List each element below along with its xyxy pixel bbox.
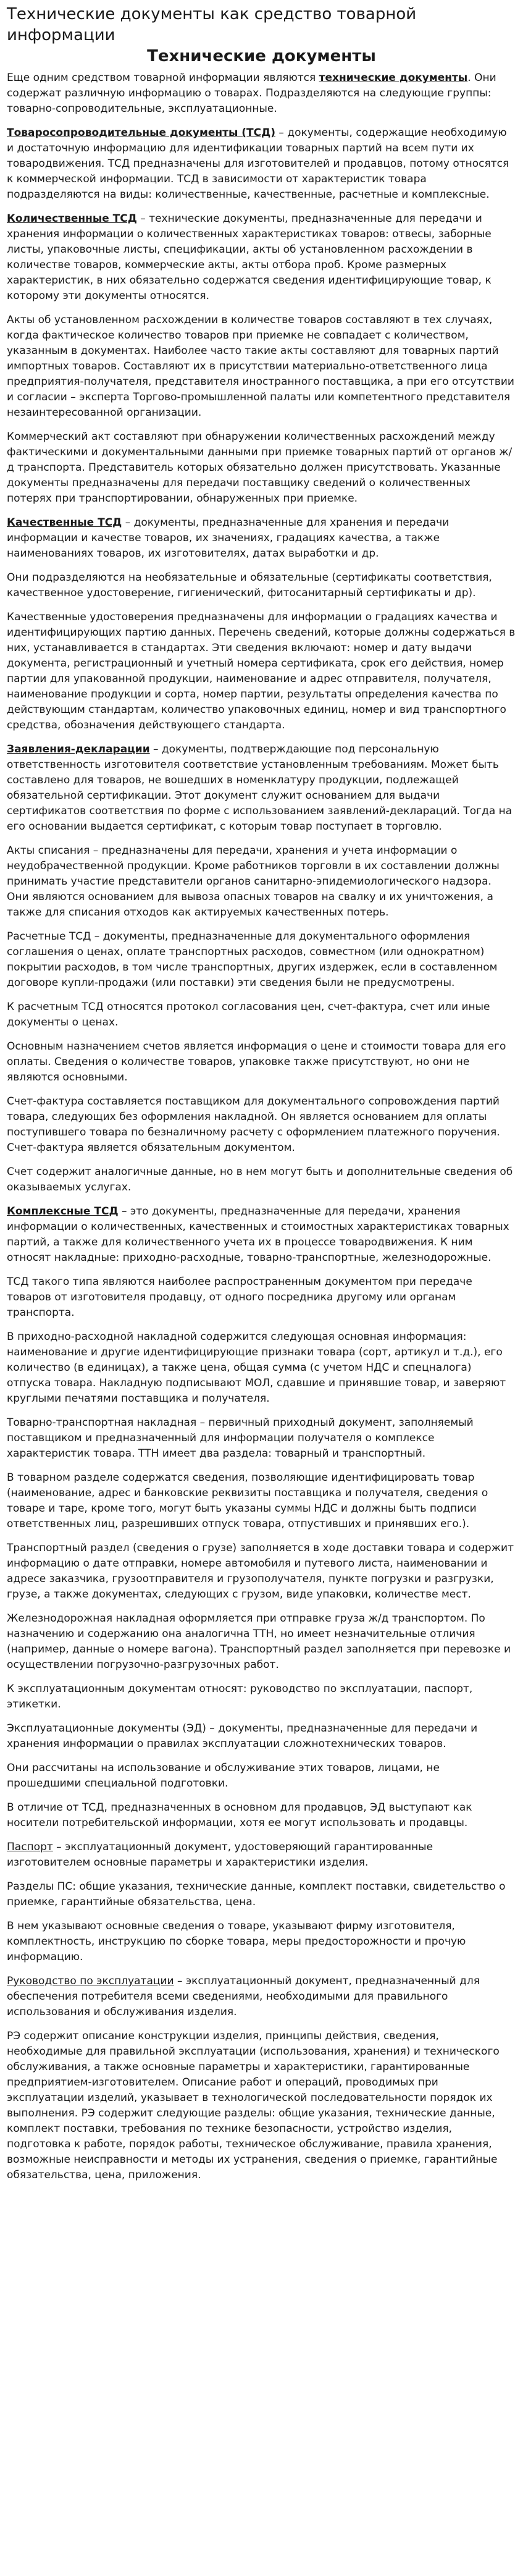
- term-highlight: Количественные ТСД: [7, 213, 137, 225]
- paragraph: [7, 1721, 516, 1752]
- paragraph: [7, 929, 516, 991]
- paragraph: [7, 125, 516, 203]
- paragraph: [7, 1761, 516, 1791]
- paragraph-text: Качественные удостоверения предназначены для информации о градациях качества и идентифицирующих партию данных. Перечень сведений, которые должны содержаться в них, устанавливается в стандартах. Эти сведения включают: номер и дату выдачи документа, регистрационный и учетный номера сертификата, срок его действия, номер партии для упакованной продукции, наименование и адрес отправителя, получателя, наименование продукции и сорта, номер партии, результаты определения качества по действующим стандартам, количество упаковочных единиц, номер и вид транспортного средства, обозначения действующего стандарта.: [7, 611, 516, 731]
- term-highlight: Заявления-декларации: [7, 743, 150, 756]
- paragraph-text: Товарно-транспортная накладная – первичный приходный документ, заполняемый поставщиком и предназначенный для информации получателя о комплексе характеристик товара. ТТН имеет два раздела: товарный и транспортный.: [7, 1416, 474, 1460]
- paragraph-text: К эксплуатационным документам относят: руководство по эксплуатации, паспорт, этикетки.: [7, 1683, 473, 1711]
- paragraph: [7, 1164, 516, 1195]
- term-highlight: Паспорт: [7, 1841, 53, 1853]
- term-highlight: Комплексные ТСД: [7, 1205, 119, 1218]
- term-highlight: Руководство по эксплуатации: [7, 1975, 174, 1987]
- paragraph: [7, 211, 516, 304]
- paragraph-text: Акты списания – предназначены для передачи, хранения и учета информации о неудобрачественной продукции. Кроме работников торговли в их составлении должны принимать участие представители органов санитарно-эпидемиологического надзора. Они являются основанием для вывоза опасных товаров на свалку и их уничтожения, а также для списания отходов как актируемых качественных потерь.: [7, 844, 500, 919]
- paragraph: [7, 1329, 516, 1407]
- paragraph-text: Основным назначением счетов является информация о цене и стоимости товара для его оплаты. Сведения о количестве товаров, упаковке также присутствуют, но они не являются основными.: [7, 1040, 506, 1084]
- paragraph-text: Еще одним средством товарной информации являются: [7, 72, 319, 84]
- paragraph: [7, 1974, 516, 2020]
- paragraph-text: – эксплуатационный документ, предназначенный для обеспечения потребителя всеми сведениями, необходимыми для правильного использования и обслуживания изделия.: [7, 1975, 480, 2018]
- paragraph-text: Они подразделяются на необязательные и обязательные (сертификаты соответствия, качественное удостоверение, гигиенический, фитосанитарный сертификаты и др).: [7, 571, 492, 599]
- paragraph: [7, 1919, 516, 1965]
- document-body: [7, 70, 516, 2183]
- paragraph-text: – это документы, предназначенные для передачи, хранения информации о количественных, качественных и стоимостных характеристиках товарных партий, а также для количественного учета их в процессе товародвижения. К ним относят накладные: приходно-расходные, товарно-транспортные, железнодорожные.: [7, 1205, 509, 1264]
- paragraph: [7, 1541, 516, 1602]
- paragraph: [7, 1000, 516, 1030]
- paragraph-text: – документы, предназначенные для хранения и передачи информации и качестве товаров, их значениях, градациях качества, а также наименованиях товаров, их изготовителях, датах выработки и др.: [7, 516, 450, 560]
- paragraph-text: Железнодорожная накладная оформляется при отправке груза ж/д транспортом. По назначению и содержанию она аналогична ТТН, но имеет незначительные отличия (например, данные о номере вагона). Транспортный раздел заполняется при перевозке и осуществлении погрузочно-разгрузочных работ.: [7, 1612, 511, 1671]
- paragraph: [7, 1470, 516, 1532]
- term-highlight: Товаросопроводительные документы (ТСД): [7, 127, 276, 139]
- term-highlight: Качественные ТСД: [7, 516, 122, 529]
- paragraph: [7, 1840, 516, 1871]
- paragraph: [7, 1800, 516, 1831]
- paragraph: [7, 742, 516, 835]
- paragraph-text: Транспортный раздел (сведения о грузе) заполняется в ходе доставки товара и содержит информацию о дате отправки, номере автомобиля и путевого листа, наименовании и адресе заказчика, грузоотправителя и грузополучателя, пункте погрузки и разгрузки, грузе, а также документах, следующих с грузом, виде упаковки, количестве мест.: [7, 1542, 514, 1601]
- paragraph-text: Коммерческий акт составляют при обнаружении количественных расхождений между фактическими и документальными данными при приемке товарных партий от органов ж/д транспорта. Представитель которых обязательно должен присутствовать. Указанные документы предназначены для передачи поставщику сведений о количественных потерях при транспортировании, обнаруженных при приемке.: [7, 431, 513, 505]
- paragraph: [7, 1879, 516, 1910]
- paragraph: [7, 1039, 516, 1085]
- paragraph-text: . Они содержат различную информацию о товарах. Подразделяются на следующие группы: товарно-сопроводительные, эксплуатационные.: [7, 72, 496, 115]
- paragraph: [7, 1094, 516, 1156]
- paragraph: [7, 2029, 516, 2183]
- paragraph: [7, 1682, 516, 1712]
- paragraph-text: – документы, содержащие необходимую и достаточную информацию для идентификации товарных партий на всем пути их товародвижения. ТСД предназначены для изготовителей и продавцов, потому относятся к коммерческой информации. ТСД в зависимости от характеристик товара подразделяются на виды: количественные, качественные, расчетные и комплексные.: [7, 127, 509, 201]
- paragraph-text: Акты об установленном расхождении в количестве товаров составляют в тех случаях, когда фактическое количество товаров при приемке не совпадает с количеством, указанным в документах. Наиболее часто такие акты составляют для товарных партий импортных товаров. Составляют их в присутствии материально-ответственного лица предприятия-получателя, представителя иностранного поставщика, а при его отсутствии и согласии – эксперта Торгово-промышленной палаты или компетентного представителя незаинтересованной организации.: [7, 314, 514, 419]
- paragraph: [7, 1415, 516, 1462]
- paragraph-text: В товарном разделе содержатся сведения, позволяющие идентифицировать товар (наименование, адрес и банковские реквизиты поставщика и получателя, сведения о товаре и таре, кроме того, могут быть указаны суммы НДС и должны быть подписи ответственных лиц, разрешивших отпуск товара, отпустивших и принявших его.).: [7, 1471, 488, 1530]
- section-heading: Технические документы: [147, 47, 376, 65]
- paragraph: [7, 1204, 516, 1266]
- paragraph-text: – технические документы, предназначенные для передачи и хранения информации о количественных характеристиках товаров: отвесы, заборные листы, упаковочные листы, спецификации, акты об установленном расхождении в количестве товаров, коммерческие акты, акты отбора проб. Кроме размерных характеристик, в них обязательно содержатся сведения идентифицирующие товар, к которому эти документы относятся.: [7, 213, 492, 302]
- paragraph-text: В нем указывают основные сведения о товаре, указывают фирму изготовителя, комплектность, инструкцию по сборке товара, меры предосторожности и прочую информацию.: [7, 1920, 466, 1963]
- paragraph-text: Эксплуатационные документы (ЭД) – документы, предназначенные для передачи и хранения информации о правилах эксплуатации сложнотехнических товаров.: [7, 1722, 478, 1750]
- paragraph-text: В отличие от ТСД, предназначенных в основном для продавцов, ЭД выступают как носители потребительской информации, хотя ее могут использовать и продавцы.: [7, 1801, 472, 1829]
- term-highlight: технические документы: [319, 72, 468, 84]
- paragraph-text: Разделы ПС: общие указания, технические данные, комплект поставки, свидетельство о приемке, гарантийные обязательства, цена.: [7, 1880, 506, 1908]
- paragraph-text: К расчетным ТСД относятся протокол согласования цен, счет-фактура, счет или иные документы о ценах.: [7, 1001, 490, 1029]
- paragraph: [7, 429, 516, 507]
- paragraph-text: РЭ содержит описание конструкции изделия, принципы действия, сведения, необходимые для правильной эксплуатации (использования, хранения) и технического обслуживания, а также основные параметры и характеристики, гарантированные предприятием-изготовителем. Описание работ и операций, проводимых при эксплуатации изделий, указывает в технологической последовательности порядок их выполнения. РЭ содержит следующие разделы: общие указания, технические данные, комплект поставки, требования по технике безопасности, устройство изделия, подготовка к работе, порядок работы, техническое обслуживание, правила хранения, возможные неисправности и методы их устранения, сведения о приемке, гарантийные обязательства, цена, приложения.: [7, 2030, 500, 2181]
- paragraph-text: Они рассчитаны на использование и обслуживание этих товаров, лицами, не прошедшими специальной подготовки.: [7, 1762, 440, 1790]
- paragraph: [7, 70, 516, 117]
- paragraph: [7, 843, 516, 920]
- paragraph: [7, 570, 516, 601]
- paragraph: [7, 515, 516, 562]
- paragraph-text: ТСД такого типа являются наиболее распространенным документом при передаче товаров от изготовителя продавцу, от одного посредника другому или органам транспорта.: [7, 1276, 472, 1319]
- paragraph: [7, 1611, 516, 1673]
- paragraph-text: Счет содержит аналогичные данные, но в нем могут быть и дополнительные сведения об оказываемых услугах.: [7, 1166, 513, 1193]
- paragraph-text: В приходно-расходной накладной содержится следующая основная информация: наименование и другие идентифицирующие признаки товара (сорт, артикул и т.д.), его количество (в единицах), а также цена, общая сумма (с учетом НДС и спецналога) отпуска товара. Накладную подписывают МОЛ, сдавшие и принявшие товар, и заверяют круглыми печатями поставщика и получателя.: [7, 1331, 506, 1405]
- paragraph-text: Расчетные ТСД – документы, предназначенные для документального оформления соглашения о ценах, оплате транспортных расходов, совместном (или однократном) покрытии расходов, в том числе транспортных, других издержек, если в составленном договоре купли-продажи (или поставки) эти сведения были не предусмотрены.: [7, 930, 498, 989]
- paragraph-text: Счет-фактура составляется поставщиком для документального сопровождения партий товара, следующих без оформления накладной. Он является основанием для оплаты поступившего товара по безналичному расчету с оформлением платежного поручения. Счет-фактура является обязательным документом.: [7, 1095, 500, 1154]
- paragraph-text: – эксплуатационный документ, удостоверяющий гарантированные изготовителем основные параметры и характеристики изделия.: [7, 1841, 433, 1869]
- paragraph: [7, 1274, 516, 1321]
- paragraph: [7, 610, 516, 733]
- document-title: Технические документы как средство товарной информации: [7, 5, 417, 44]
- paragraph: [7, 313, 516, 421]
- paragraph-text: – документы, подтверждающие под персональную ответственность изготовителя соответствие установленным требованиям. Может быть составлено для товаров, не вошедших в номенклатуру продукции, подлежащей обязательной сертификации. Этот документ служит основанием для выдачи сертификатов соответствия по форме с использованием заявлений-деклараций. Тогда на его основании выдается сертификат, с которым товар поступает в торговлю.: [7, 743, 513, 833]
